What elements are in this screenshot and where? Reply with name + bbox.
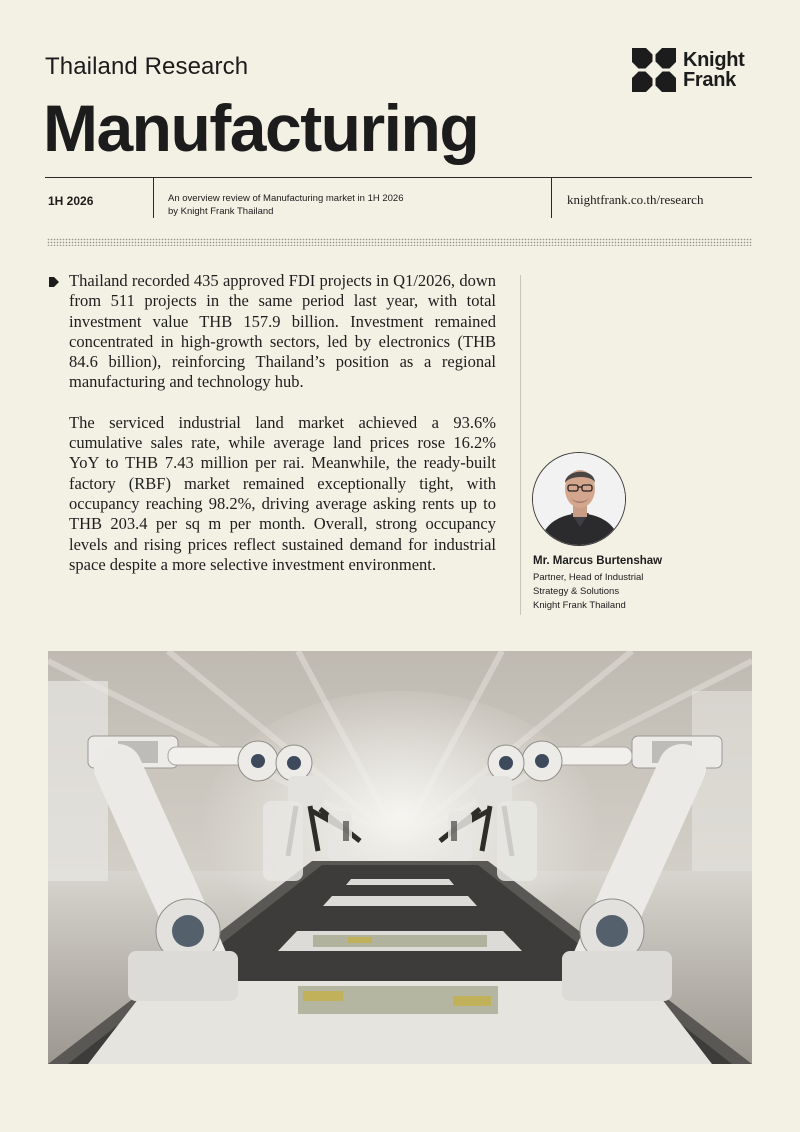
summary-paragraph: Thailand recorded 435 approved FDI projects in Q1/2026, down from 511 projects in the same period last year, with total investment value THB 157.9 billion. Investment remained concentrated in high-growth sectors, led by electronics (THB 84.6 billion), reinforcing Thailand’s position as a regional manufacturing and technology hub.	[69, 271, 496, 392]
page-title: Manufacturing	[43, 91, 479, 165]
contact-role	[533, 571, 733, 613]
contact-role-line: Strategy & Solutions	[533, 586, 620, 597]
dotted-divider	[47, 238, 752, 246]
page-kicker: Thailand Research	[45, 53, 249, 80]
brand-name-line1: Knight	[683, 49, 745, 71]
report-meta-row	[45, 178, 752, 218]
brand-name-line2: Frank	[683, 69, 736, 91]
avatar	[532, 452, 626, 546]
contact-role-line: Partner, Head of Industrial	[533, 572, 644, 583]
hero-image	[48, 651, 752, 1064]
contact-name: Mr. Marcus Burtenshaw	[533, 555, 663, 567]
report-period: 1H 2026	[48, 194, 94, 208]
summary-text	[69, 271, 496, 575]
meta-divider	[551, 178, 552, 218]
meta-divider	[153, 178, 154, 218]
arrow-bullet-icon	[49, 277, 59, 287]
contact-role-line: Knight Frank Thailand	[533, 600, 626, 611]
column-divider	[520, 275, 521, 615]
report-description-line1: An overview review of Manufacturing market in 1H 2026	[168, 193, 404, 204]
brand-logo	[632, 47, 745, 93]
report-description-line2: by Knight Frank Thailand	[168, 205, 274, 217]
research-url-link[interactable]: knightfrank.co.th/research	[567, 192, 704, 207]
portrait-image	[533, 453, 626, 546]
report-description	[168, 193, 468, 218]
robotic-assembly-line-image	[48, 651, 752, 1064]
knight-frank-logo-icon	[632, 48, 676, 92]
summary-paragraph: The serviced industrial land market achieved a 93.6% cumulative sales rate, while average land prices rose 16.2% YoY to THB 7.43 million per rai. Meanwhile, the ready-built factory (RBF) market remained exceptionally tight, with occupancy reaching 98.2%, driving average asking rents up to THB 203.4 per sq m per month. Overall, strong occupancy levels and rising prices reflect sustained demand for industrial space despite a more selective investment environment.	[69, 412, 496, 574]
